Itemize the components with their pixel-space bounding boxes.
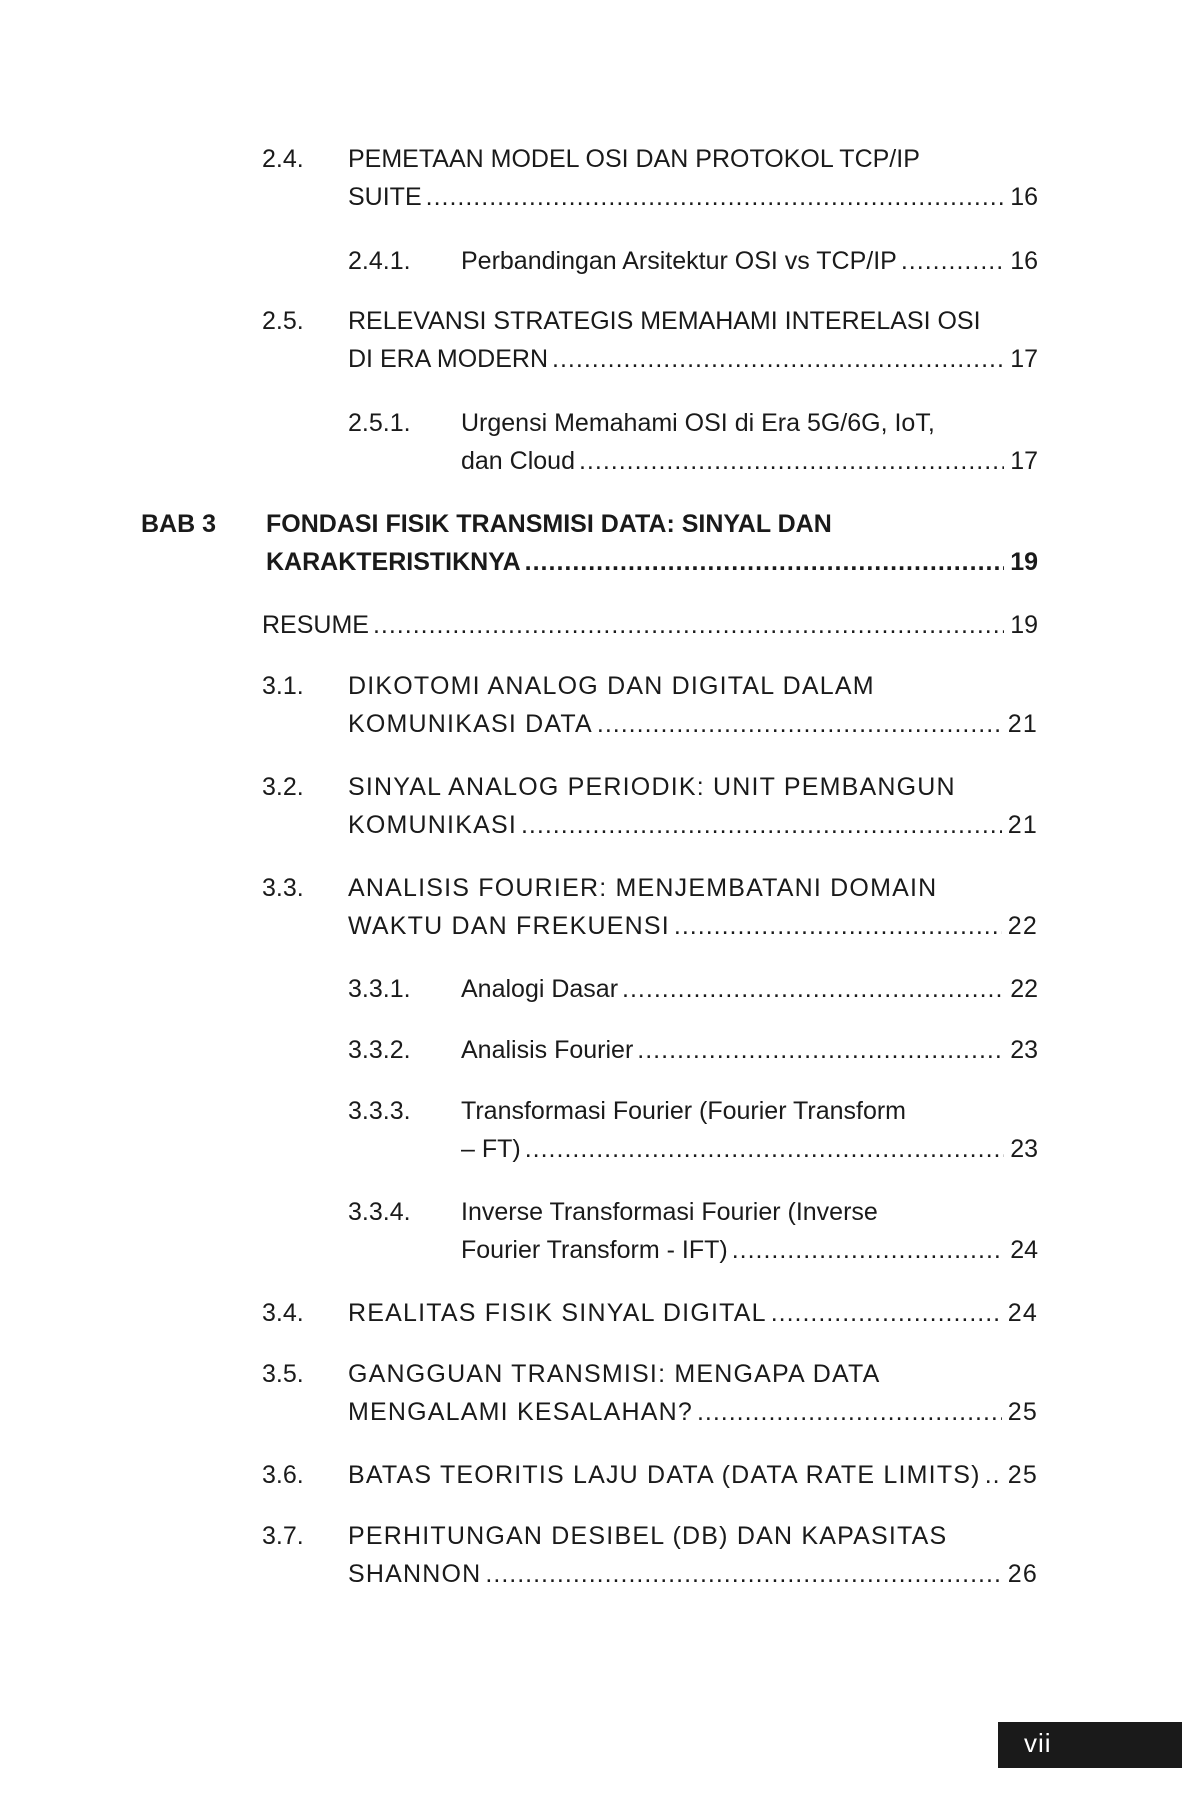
toc-entry-title-line: Fourier Transform - IFT)	[461, 1236, 728, 1264]
toc-entry-title-line: KOMUNIKASI	[348, 811, 517, 839]
toc-entry-page: 17	[1010, 447, 1038, 475]
dot-leader	[697, 1393, 1002, 1431]
toc-entry-page: 26	[1007, 1560, 1038, 1588]
dot-leader	[525, 543, 1005, 581]
toc-entry-page: 17	[1010, 345, 1038, 373]
toc-entry-page: 23	[1010, 1036, 1038, 1064]
toc-entry-number: 3.3.3.	[348, 1097, 411, 1125]
toc-entry-number: 3.3.2.	[348, 1036, 411, 1064]
toc-entry-number: 3.5.	[262, 1360, 304, 1388]
toc-entry-page: 22	[1007, 912, 1038, 940]
toc-entry-page: 25	[1007, 1461, 1038, 1489]
toc-entry-title-line: SHANNON	[348, 1560, 482, 1588]
toc-entry-page: 16	[1010, 247, 1038, 275]
dot-leader	[579, 442, 1004, 480]
dot-leader	[637, 1031, 1004, 1069]
toc-entry-title-line: Inverse Transformasi Fourier (Inverse	[461, 1198, 878, 1226]
page-number-tab	[998, 1722, 1182, 1768]
dot-leader	[674, 907, 1002, 945]
toc-entry-title-line: PEMETAAN MODEL OSI DAN PROTOKOL TCP/IP	[348, 145, 920, 173]
dot-leader	[552, 340, 1004, 378]
toc-entry-title-line: DIKOTOMI ANALOG DAN DIGITAL DALAM	[348, 672, 875, 700]
toc-entry-title-line: – FT)	[461, 1135, 521, 1163]
dot-leader	[521, 806, 1002, 844]
toc-entry-number: 3.3.	[262, 874, 304, 902]
toc-entry-number: 3.3.1.	[348, 975, 411, 1003]
toc-entry-title-line: GANGGUAN TRANSMISI: MENGAPA DATA	[348, 1360, 881, 1388]
toc-entry-title-line: PERHITUNGAN DESIBEL (DB) DAN KAPASITAS	[348, 1522, 948, 1550]
toc-entry-title-line: KOMUNIKASI DATA	[348, 710, 593, 738]
dot-leader	[485, 1555, 1001, 1593]
toc-entry-number: 2.5.1.	[348, 409, 411, 437]
toc-entry-number: 3.6.	[262, 1461, 304, 1489]
toc-entry-page: 23	[1010, 1135, 1038, 1163]
toc-entry-number: BAB 3	[141, 510, 217, 538]
toc-entry-number: 2.5.	[262, 307, 304, 335]
toc-entry-title-line: Analogi Dasar	[461, 975, 619, 1003]
dot-leader	[525, 1130, 1004, 1168]
toc-entry-number: 3.4.	[262, 1299, 304, 1327]
toc-entry-page: 24	[1010, 1236, 1038, 1264]
toc-entry-title-line: Analisis Fourier	[461, 1036, 634, 1064]
toc-entry-page: 21	[1007, 811, 1038, 839]
dot-leader	[597, 705, 1002, 743]
toc-entry-number: 3.7.	[262, 1522, 304, 1550]
toc-entry-title-line: FONDASI FISIK TRANSMISI DATA: SINYAL DAN	[266, 510, 832, 538]
toc-entry-title-line: WAKTU DAN FREKUENSI	[348, 912, 670, 940]
dot-leader	[732, 1231, 1005, 1269]
dot-leader	[373, 606, 1004, 644]
toc-entry-title-line: Transformasi Fourier (Fourier Transform	[461, 1097, 906, 1125]
toc-entry-number: 3.1.	[262, 672, 304, 700]
toc-entry-title-line: RESUME	[262, 611, 369, 639]
toc-entry-title-line: KARAKTERISTIKNYA	[266, 548, 521, 576]
toc-entry-title-line: BATAS TEORITIS LAJU DATA (DATA RATE LIMITS)	[348, 1461, 981, 1489]
toc-entry-title-line: MENGALAMI KESALAHAN?	[348, 1398, 693, 1426]
toc-entry-page: 22	[1010, 975, 1038, 1003]
toc-entry-title-line: RELEVANSI STRATEGIS MEMAHAMI INTERELASI OSI	[348, 307, 981, 335]
toc-entry-title-line: Urgensi Memahami OSI di Era 5G/6G, IoT,	[461, 409, 935, 437]
toc-entry-title-line: SINYAL ANALOG PERIODIK: UNIT PEMBANGUN	[348, 773, 956, 801]
toc-entry-title-line: REALITAS FISIK SINYAL DIGITAL	[348, 1299, 767, 1327]
dot-leader	[901, 242, 1004, 280]
toc-entry-title-line: DI ERA MODERN	[348, 345, 549, 373]
toc-entry-page: 16	[1010, 183, 1038, 211]
toc-entry-page: 19	[1010, 548, 1038, 576]
page-number: vii	[1024, 1728, 1052, 1758]
toc-entry-page: 25	[1007, 1398, 1038, 1426]
dot-leader	[771, 1294, 1002, 1332]
dot-leader	[622, 970, 1004, 1008]
toc-entry-number: 2.4.	[262, 145, 304, 173]
dot-leader	[426, 178, 1005, 216]
toc-entry-page: 24	[1007, 1299, 1038, 1327]
toc-entry-page: 19	[1010, 611, 1038, 639]
toc-entry-title-line: SUITE	[348, 183, 422, 211]
dot-leader	[985, 1456, 1002, 1494]
toc-entry-number: 2.4.1.	[348, 247, 411, 275]
toc-entry-page: 21	[1007, 710, 1038, 738]
toc-entry-title-line: ANALISIS FOURIER: MENJEMBATANI DOMAIN	[348, 874, 938, 902]
toc-entry-title-line: dan Cloud	[461, 447, 575, 475]
toc-entry-number: 3.2.	[262, 773, 304, 801]
toc-entry-title-line: Perbandingan Arsitektur OSI vs TCP/IP	[461, 247, 897, 275]
toc-entry-number: 3.3.4.	[348, 1198, 411, 1226]
